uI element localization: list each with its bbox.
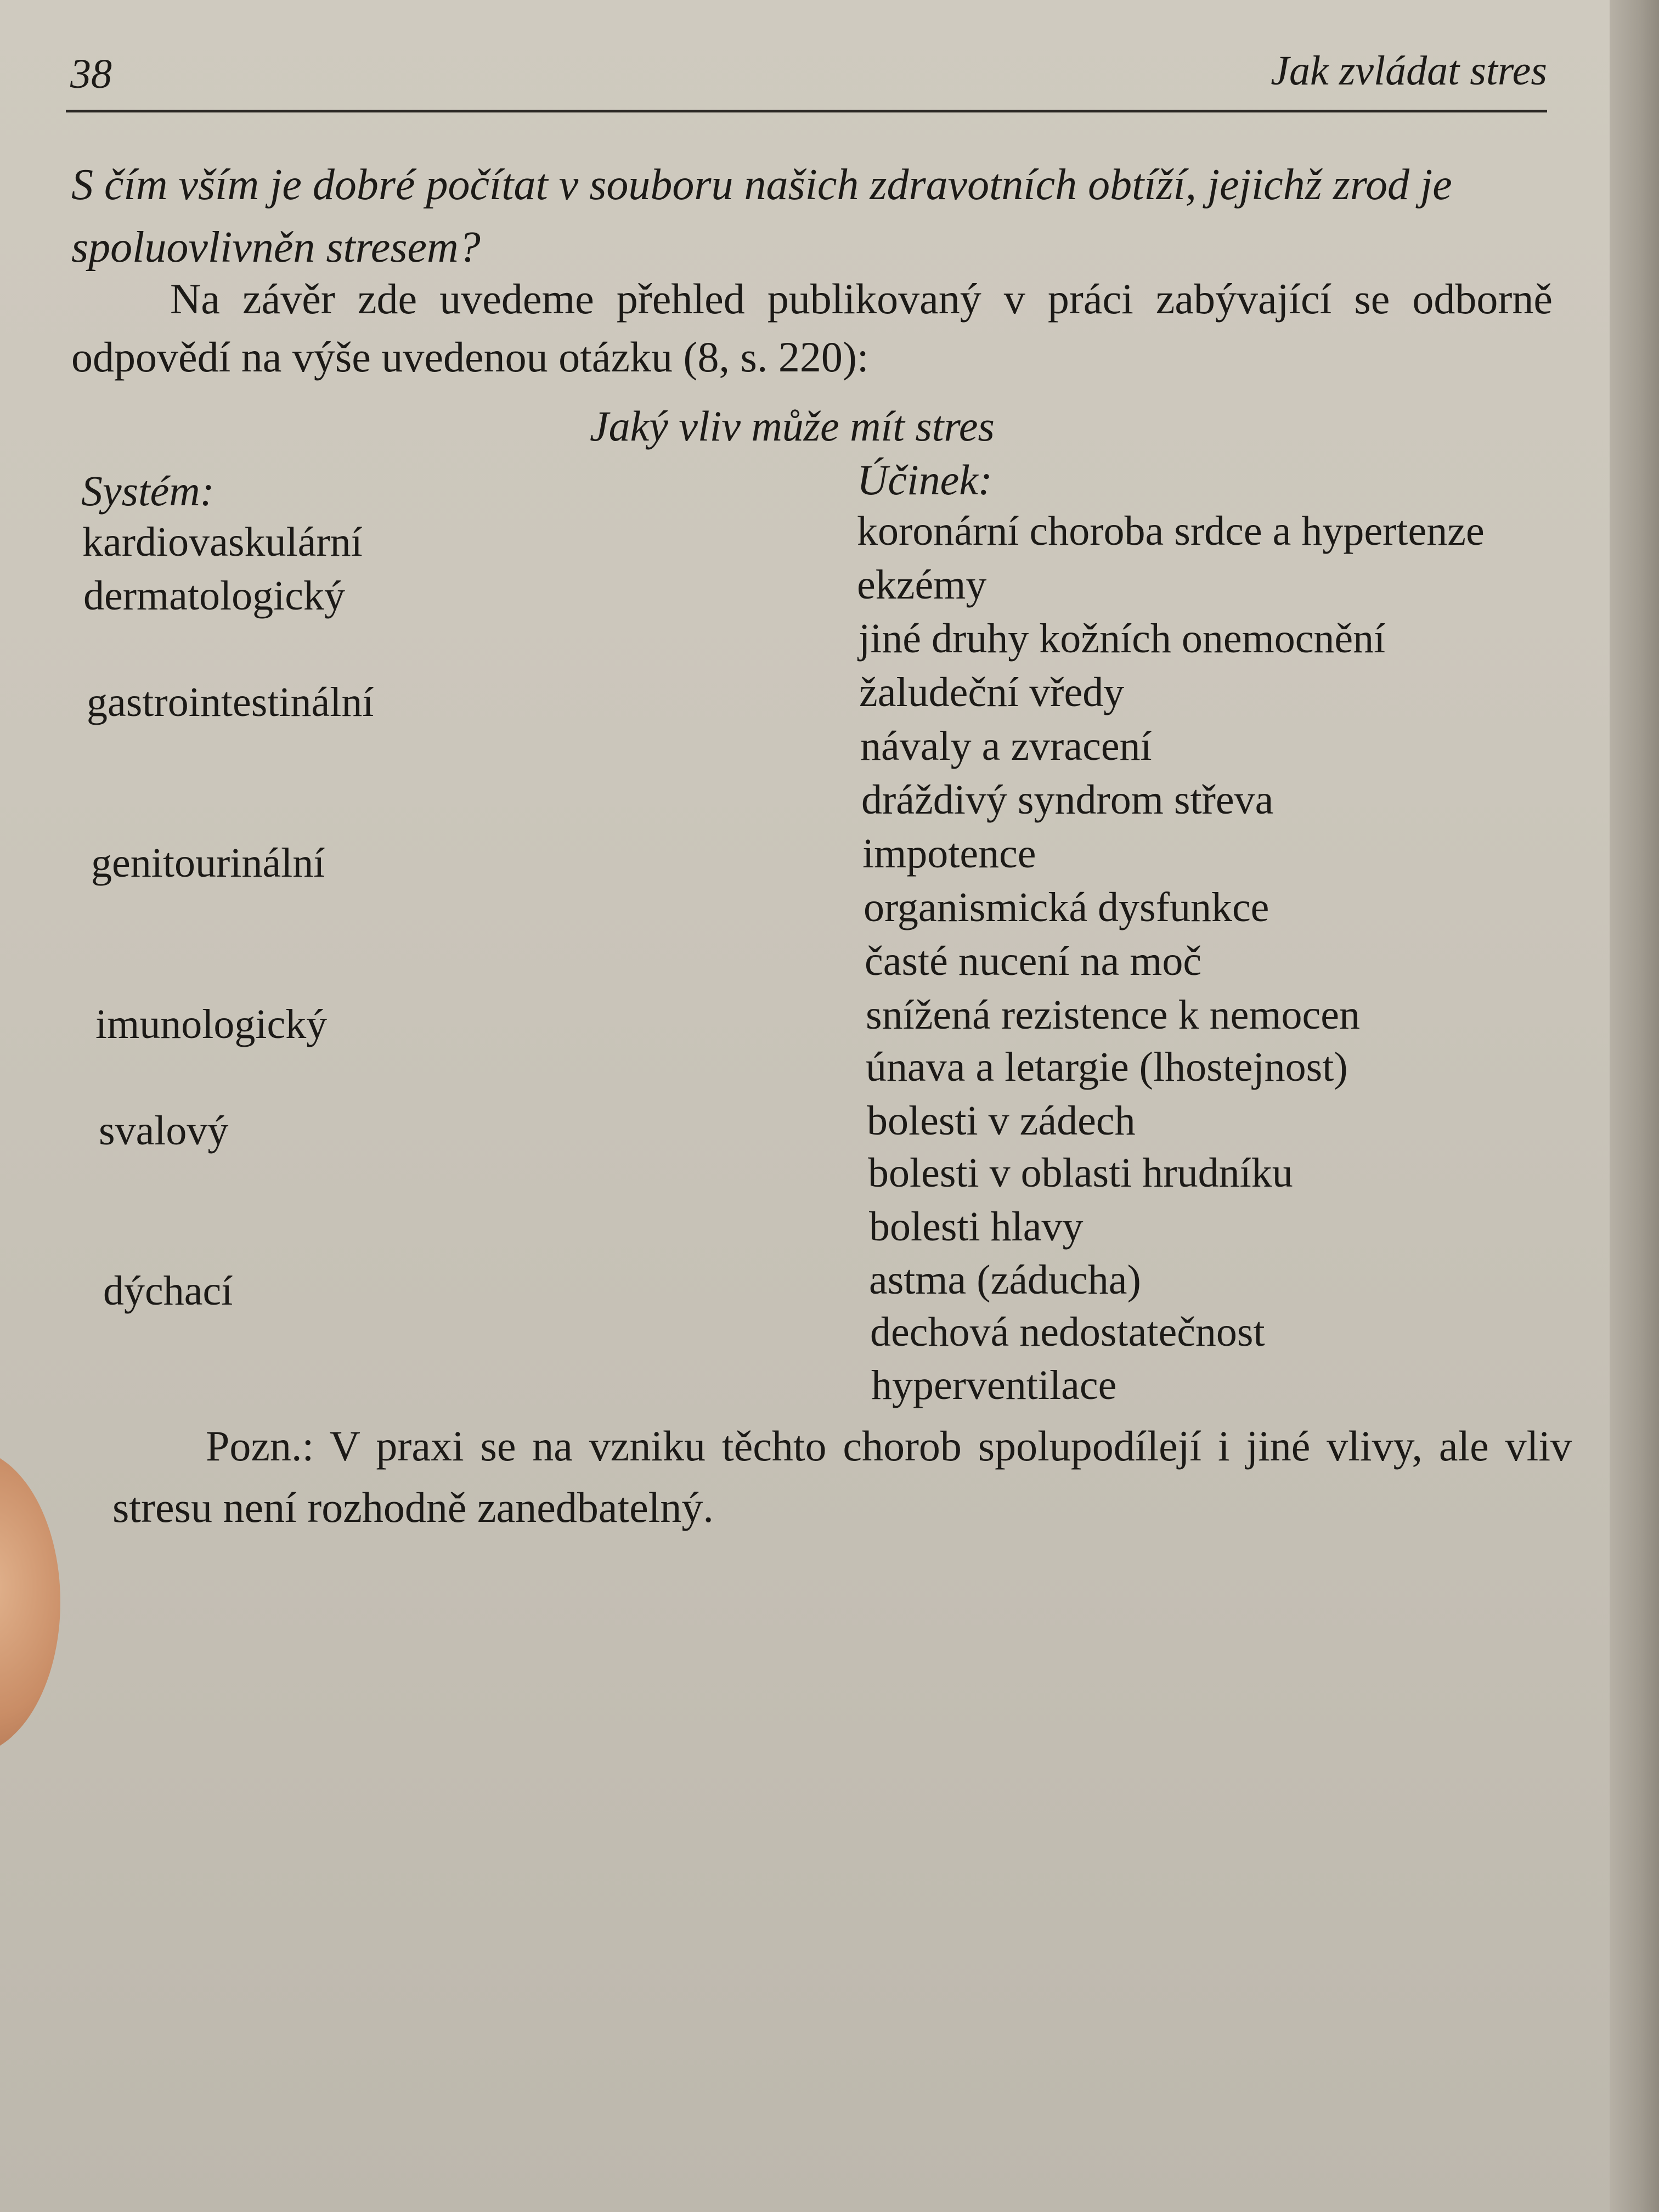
effect-item: návaly a zvracení bbox=[860, 723, 1152, 769]
effect-item: organismická dysfunkce bbox=[864, 884, 1269, 930]
effect-item: koronární choroba srdce a hypertenze bbox=[857, 508, 1485, 554]
finger-edge bbox=[0, 1448, 60, 1756]
effect-item: únava a letargie (lhostejnost) bbox=[866, 1044, 1348, 1090]
page-header bbox=[66, 44, 1547, 112]
system-item: genitourinální bbox=[91, 840, 325, 886]
effect-item: jiné druhy kožních onemocnění bbox=[859, 616, 1386, 662]
page-number: 38 bbox=[70, 51, 112, 97]
effect-item: bolesti v zádech bbox=[867, 1098, 1136, 1144]
system-column-header: Systém: bbox=[81, 467, 215, 515]
system-item: kardiovaskulární bbox=[82, 519, 363, 565]
effect-item: časté nucení na moč bbox=[865, 938, 1202, 984]
effect-item: ekzémy bbox=[857, 562, 987, 608]
system-item: imunologický bbox=[95, 1001, 328, 1047]
intro-paragraph: Na závěr zde uvedeme přehled publikovaný v práci zabývající se odborně odpovědí na výše uvedenou otázku (8, s. 220): bbox=[71, 275, 1553, 381]
table-title: Jaký vliv může mít stres bbox=[590, 402, 995, 450]
note-paragraph: Pozn.: V praxi se na vzniku těchto chorob spolupodílejí i jiné vlivy, ale vliv stresu není rozhodně zanedbatelný. bbox=[112, 1422, 1572, 1531]
effect-item: dechová nedostatečnost bbox=[870, 1309, 1265, 1355]
question-heading: S čím vším je dobré počítat v souboru našich zdravotních obtíží, jejichž zrod je spoluovlivněn stresem? bbox=[71, 161, 1452, 272]
effect-item: dráždivý syndrom střeva bbox=[861, 777, 1274, 823]
effect-item: snížená rezistence k nemocen bbox=[866, 992, 1360, 1038]
effect-item: impotence bbox=[862, 831, 1036, 877]
effect-item: bolesti hlavy bbox=[869, 1204, 1084, 1250]
effect-item: žaludeční vředy bbox=[859, 669, 1125, 715]
system-item: dermatologický bbox=[83, 573, 345, 619]
system-item: svalový bbox=[99, 1108, 229, 1154]
system-item: dýchací bbox=[103, 1268, 233, 1314]
effect-item: astma (záducha) bbox=[869, 1257, 1141, 1303]
effect-item: bolesti v oblasti hrudníku bbox=[868, 1150, 1293, 1196]
page-edge bbox=[1610, 0, 1659, 2212]
effect-item: hyperventilace bbox=[871, 1362, 1117, 1408]
effect-column-header: Účinek: bbox=[857, 456, 992, 504]
system-item: gastrointestinální bbox=[87, 679, 374, 725]
running-title: Jak zvládat stres bbox=[1271, 48, 1547, 94]
